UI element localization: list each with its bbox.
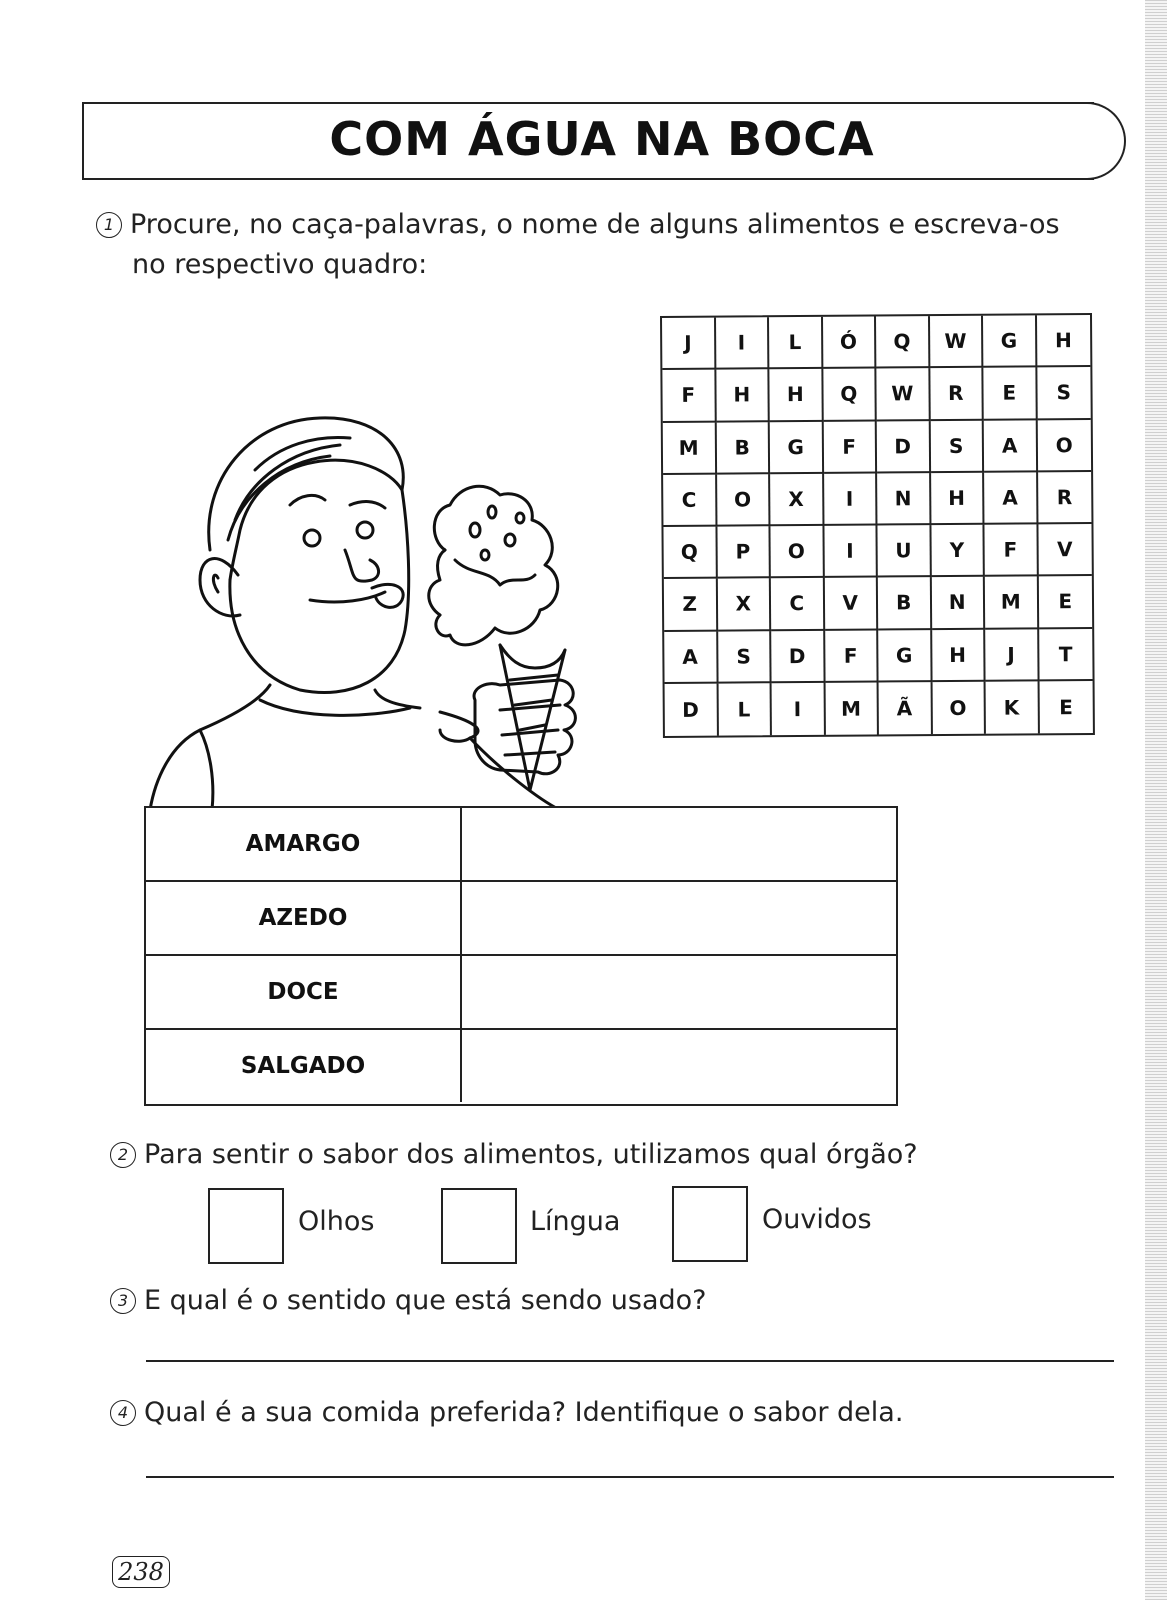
grid-cell[interactable]: A bbox=[984, 420, 1038, 473]
grid-cell[interactable]: P bbox=[717, 526, 771, 579]
grid-cell[interactable]: H bbox=[931, 472, 985, 525]
grid-cell[interactable]: D bbox=[877, 421, 931, 474]
binding-edge bbox=[1145, 0, 1167, 1600]
option-label-ouvidos: Ouvidos bbox=[762, 1204, 872, 1235]
grid-cell[interactable]: A bbox=[984, 472, 1038, 525]
page-title: COM ÁGUA NA BOCA bbox=[329, 112, 875, 166]
grid-cell[interactable]: M bbox=[825, 682, 879, 735]
grid-cell[interactable]: D bbox=[665, 683, 719, 736]
grid-cell[interactable]: R bbox=[1038, 472, 1092, 525]
grid-cell[interactable]: O bbox=[1037, 419, 1091, 472]
table-row bbox=[146, 882, 896, 956]
question-1-line-2: no respectivo quadro: bbox=[132, 249, 428, 280]
boy-with-ice-cream-illustration bbox=[140, 400, 640, 820]
table-row bbox=[146, 808, 896, 882]
grid-cell[interactable]: W bbox=[876, 368, 930, 421]
grid-cell[interactable]: Q bbox=[663, 527, 717, 580]
grid-cell[interactable]: L bbox=[718, 683, 772, 736]
grid-cell[interactable]: E bbox=[1059, 695, 1073, 720]
grid-cell[interactable]: N bbox=[931, 577, 985, 630]
question-2 bbox=[110, 1136, 918, 1174]
grid-cell[interactable]: E bbox=[983, 368, 1037, 421]
grid-cell[interactable]: F bbox=[984, 524, 1038, 577]
grid-cell[interactable]: X bbox=[717, 578, 771, 631]
table-row bbox=[146, 1030, 896, 1102]
grid-cell[interactable]: I bbox=[824, 473, 878, 526]
answer-cell[interactable] bbox=[462, 956, 896, 1028]
grid-cell[interactable]: C bbox=[663, 474, 717, 527]
taste-label: SALGADO bbox=[146, 1030, 462, 1102]
option-label-lingua: Língua bbox=[530, 1206, 621, 1237]
grid-cell[interactable]: W bbox=[930, 316, 984, 369]
grid-cell[interactable]: F bbox=[825, 630, 879, 683]
question-1 bbox=[96, 206, 1060, 244]
table-row bbox=[146, 956, 896, 1030]
question-number: 3 bbox=[110, 1288, 136, 1314]
checkbox-olhos[interactable] bbox=[208, 1188, 284, 1264]
question-number: 2 bbox=[110, 1142, 136, 1168]
taste-label: DOCE bbox=[146, 956, 462, 1028]
grid-cell[interactable]: N bbox=[877, 473, 931, 526]
question-3 bbox=[110, 1282, 707, 1320]
grid-cell[interactable]: B bbox=[716, 422, 770, 475]
answer-cell[interactable] bbox=[462, 1030, 896, 1102]
grid-cell[interactable]: Ã bbox=[879, 682, 933, 735]
grid-cell[interactable]: S bbox=[930, 420, 984, 473]
answer-line-q3[interactable] bbox=[146, 1360, 1114, 1362]
grid-cell[interactable]: I bbox=[824, 525, 878, 578]
grid-cell[interactable]: M bbox=[663, 422, 717, 475]
question-4-text: Qual é a sua comida preferida? Identifique o sabor dela. bbox=[144, 1397, 904, 1428]
grid-cell[interactable]: L bbox=[769, 317, 823, 370]
answer-cell[interactable] bbox=[462, 808, 896, 880]
grid-cell[interactable]: Ó bbox=[823, 316, 877, 369]
grid-cell[interactable]: U bbox=[877, 525, 931, 578]
grid-cell[interactable]: H bbox=[769, 369, 823, 422]
question-number: 4 bbox=[110, 1400, 136, 1426]
grid-cell[interactable]: J bbox=[985, 629, 1039, 682]
grid-cell[interactable]: J bbox=[662, 318, 716, 371]
grid-cell[interactable]: K bbox=[986, 681, 1040, 734]
grid-cell[interactable]: X bbox=[770, 474, 824, 527]
grid-cell[interactable]: O bbox=[717, 474, 771, 527]
grid-cell[interactable]: T bbox=[1039, 628, 1093, 681]
grid-cell[interactable]: I bbox=[716, 317, 770, 370]
question-2-text: Para sentir o sabor dos alimentos, utilizamos qual órgão? bbox=[144, 1139, 918, 1170]
checkbox-ouvidos[interactable] bbox=[672, 1186, 748, 1262]
grid-cell[interactable]: M bbox=[985, 577, 1039, 630]
grid-cell[interactable]: S bbox=[718, 631, 772, 684]
answer-cell[interactable] bbox=[462, 882, 896, 954]
question-number: 1 bbox=[96, 212, 122, 238]
grid-cell[interactable]: R bbox=[930, 368, 984, 421]
grid-cell[interactable]: O bbox=[770, 526, 824, 579]
grid-cell[interactable]: I bbox=[772, 683, 826, 736]
grid-cell[interactable]: S bbox=[1037, 367, 1091, 420]
grid-cell[interactable]: F bbox=[823, 421, 877, 474]
taste-table bbox=[144, 806, 898, 1106]
question-1-line-1: Procure, no caça-palavras, o nome de alguns alimentos e escreva-os bbox=[130, 209, 1060, 240]
question-3-text: E qual é o sentido que está sendo usado? bbox=[144, 1285, 707, 1316]
grid-cell[interactable]: H bbox=[716, 369, 770, 422]
grid-cell[interactable]: G bbox=[983, 315, 1037, 368]
answer-line-q4[interactable] bbox=[146, 1476, 1114, 1478]
grid-cell[interactable]: B bbox=[878, 577, 932, 630]
grid-cell[interactable]: H bbox=[1037, 315, 1091, 368]
grid-cell[interactable]: O bbox=[932, 681, 986, 734]
grid-cell[interactable]: F bbox=[662, 370, 716, 423]
grid-cell[interactable]: Q bbox=[823, 369, 877, 422]
grid-cell[interactable]: Y bbox=[931, 525, 985, 578]
grid-cell[interactable]: Z bbox=[664, 579, 718, 632]
grid-cell[interactable]: Q bbox=[876, 316, 930, 369]
grid-cell[interactable]: G bbox=[878, 630, 932, 683]
grid-cell[interactable]: V bbox=[824, 578, 878, 631]
grid-cell[interactable]: E bbox=[1038, 576, 1092, 629]
grid-cell[interactable]: V bbox=[1038, 524, 1092, 577]
grid-cell[interactable]: C bbox=[771, 578, 825, 631]
option-label-olhos: Olhos bbox=[298, 1206, 375, 1237]
taste-label: AZEDO bbox=[146, 882, 462, 954]
grid-cell[interactable]: H bbox=[932, 629, 986, 682]
word-search-grid bbox=[660, 313, 1095, 738]
grid-cell[interactable]: D bbox=[771, 630, 825, 683]
taste-label: AMARGO bbox=[146, 808, 462, 880]
question-4 bbox=[110, 1394, 903, 1432]
checkbox-lingua[interactable] bbox=[441, 1188, 517, 1264]
grid-cell[interactable]: A bbox=[664, 631, 718, 684]
page-number: 238 bbox=[112, 1556, 170, 1588]
grid-cell[interactable]: G bbox=[770, 421, 824, 474]
